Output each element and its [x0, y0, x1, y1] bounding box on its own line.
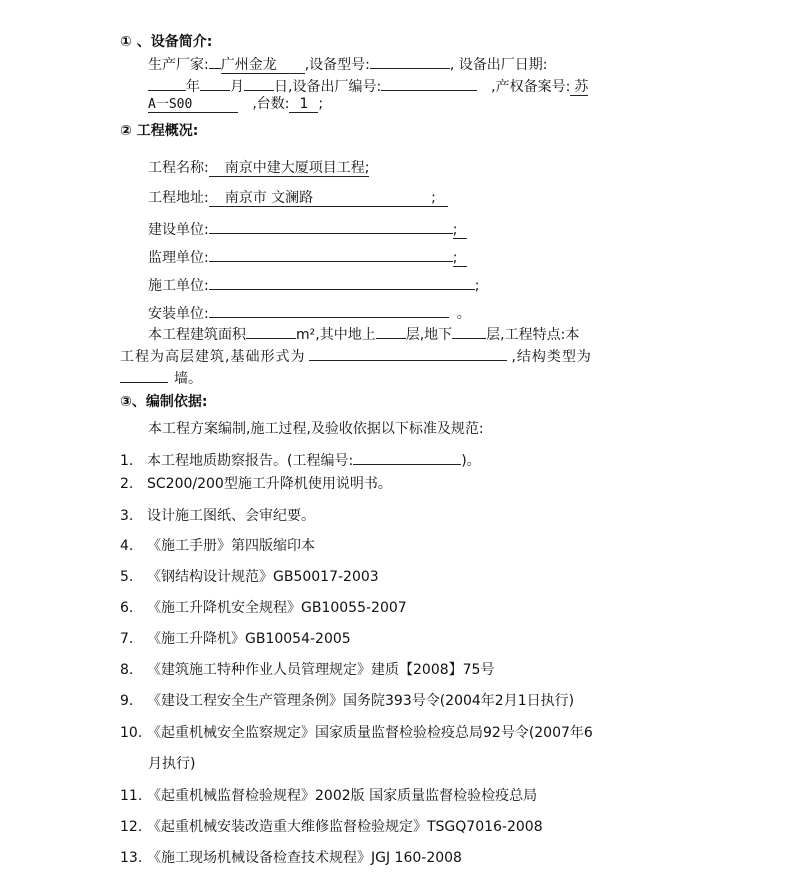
reg-value: A一S00	[148, 97, 238, 113]
desc-floor: 层,地下	[405, 327, 453, 343]
count-label: ,台数:	[252, 96, 290, 112]
list-item-number: 13.	[120, 850, 143, 866]
list-item-text: 《起重机械安全监察规定》国家质量监督检验检疫总局92号令(2007年6	[147, 725, 593, 741]
list-item-number: 4.	[120, 538, 134, 554]
list-item-text: 《钢结构设计规范》GB50017-2003	[147, 569, 379, 585]
project-number-blank	[353, 448, 461, 465]
project-desc-line-3	[120, 366, 202, 389]
list-item-number: 3.	[120, 508, 134, 524]
foundation-blank	[309, 344, 507, 361]
list-item-number: 5.	[120, 569, 134, 585]
desc-structure-label: ,结构类型为	[511, 349, 592, 365]
section-1-title: ① 、设备简介:	[120, 34, 213, 50]
contractor-label: 施工单位:	[148, 278, 209, 294]
desc-area-label: 本工程建筑面积	[148, 327, 246, 343]
section-2-title: ② 工程概况:	[120, 123, 199, 139]
manufacturer-pad	[209, 52, 221, 69]
list-item-text: 《建设工程安全生产管理条例》国务院393号令(2004年2月1日执行)	[147, 693, 575, 709]
supervisor-row	[148, 245, 467, 268]
reg-prefix: 苏	[570, 79, 588, 96]
installer-row	[148, 301, 471, 324]
year-blank	[148, 74, 186, 91]
builder-blank	[209, 217, 453, 234]
supervisor-end: ;	[453, 250, 468, 267]
address-row	[148, 188, 448, 208]
reg-label: ,产权备案号:	[491, 79, 571, 95]
list-item-number: 10.	[120, 725, 143, 741]
list-item-number: 1.	[120, 453, 134, 469]
above-floors-blank	[376, 322, 406, 339]
address-value: 南京市 文澜路	[209, 190, 431, 207]
count-value: 1	[289, 96, 318, 113]
count-semicolon: ;	[318, 96, 324, 112]
project-desc-line-2	[120, 344, 592, 367]
project-name-label: 工程名称:	[148, 160, 209, 176]
list-item-number: 12.	[120, 819, 143, 835]
builder-end: ;	[453, 222, 468, 239]
list-item	[120, 629, 351, 649]
list-item	[120, 506, 315, 526]
day-blank	[244, 74, 274, 91]
section-3-title: ③、编制依据:	[120, 394, 208, 410]
list-item	[120, 474, 392, 494]
contractor-end: ;	[474, 278, 480, 294]
list-item	[120, 567, 379, 587]
address-end: ;	[431, 190, 448, 207]
structure-blank	[120, 366, 168, 383]
serial-label: 日,设备出厂编号:	[274, 79, 382, 95]
list-item-text: 《建筑施工特种作业人员管理规定》建质【2008】75号	[147, 662, 495, 678]
list-item-number: 9.	[120, 693, 134, 709]
year-label: 年	[186, 79, 200, 95]
list-item-number: 8.	[120, 662, 134, 678]
supervisor-blank	[209, 245, 453, 262]
list-item	[120, 848, 462, 868]
list-item	[120, 598, 407, 618]
project-desc-line-1	[148, 322, 579, 345]
equipment-line-3	[148, 94, 323, 115]
list-item	[120, 786, 537, 806]
list-item-text: 《施工现场机械设备检查技术规程》JGJ 160-2008	[147, 850, 462, 866]
list-item-text: 《施工升降机》GB10054-2005	[147, 631, 351, 647]
list-item-text: 设计施工图纸、会审纪要。	[147, 508, 315, 524]
list-item	[120, 448, 481, 471]
list-item-text: 本工程地质勘察报告。(工程编号:	[147, 453, 354, 469]
desc-unit: m²,其中地上	[296, 327, 376, 343]
list-item-text: 《起重机械安装改造重大维修监督检验规定》TSGQ7016-2008	[147, 819, 543, 835]
list-item-text: 《起重机械监督检验规程》2002版 国家质量监督检验检疫总局	[147, 788, 538, 804]
list-item	[120, 536, 315, 556]
below-floors-blank	[452, 322, 486, 339]
model-blank	[370, 52, 450, 69]
installer-blank	[209, 301, 449, 318]
basis-intro: 本工程方案编制,施工过程,及验收依据以下标准及规范:	[148, 421, 484, 437]
contractor-blank	[209, 273, 475, 290]
list-item-text: 《施工手册》第四版缩印本	[147, 538, 315, 554]
list-item	[120, 723, 593, 743]
desc-floor2: 层,工程特点:本	[486, 327, 580, 343]
list-item-number: 2.	[120, 476, 134, 492]
project-name-row	[148, 158, 369, 178]
month-label: 月	[230, 79, 244, 95]
list-item-text: 《施工升降机安全规程》GB10055-2007	[147, 600, 407, 616]
month-blank	[200, 74, 230, 91]
date-label: , 设备出厂日期:	[449, 57, 548, 73]
address-label: 工程地址:	[148, 190, 209, 206]
list-item-number: 11.	[120, 788, 143, 804]
serial-blank	[381, 74, 477, 91]
list-item-number: 6.	[120, 600, 134, 616]
manufacturer-value: 广州金龙	[221, 57, 305, 74]
list-item	[120, 660, 494, 680]
area-blank	[246, 322, 296, 339]
manufacturer-label: 生产厂家:	[148, 57, 209, 73]
installer-end: 。	[456, 306, 471, 322]
desc-foundation-label: 工程为高层建筑,基础形式为	[120, 349, 306, 365]
contractor-row	[148, 273, 479, 296]
list-item-text-end: )。	[461, 453, 481, 469]
list-item	[120, 817, 543, 837]
installer-label: 安装单位:	[148, 306, 209, 322]
builder-row	[148, 217, 467, 240]
list-item-number: 7.	[120, 631, 134, 647]
equipment-line-1	[148, 52, 548, 75]
project-name-value: 南京中建大厦项目工程;	[209, 160, 370, 177]
supervisor-label: 监理单位:	[148, 250, 209, 266]
desc-end: 墙。	[174, 371, 202, 387]
list-item-continuation: 月执行)	[148, 756, 196, 772]
list-item-text: SC200/200型施工升降机使用说明书。	[147, 476, 392, 492]
model-label: ,设备型号:	[304, 57, 370, 73]
list-item	[120, 691, 574, 711]
builder-label: 建设单位:	[148, 222, 209, 238]
